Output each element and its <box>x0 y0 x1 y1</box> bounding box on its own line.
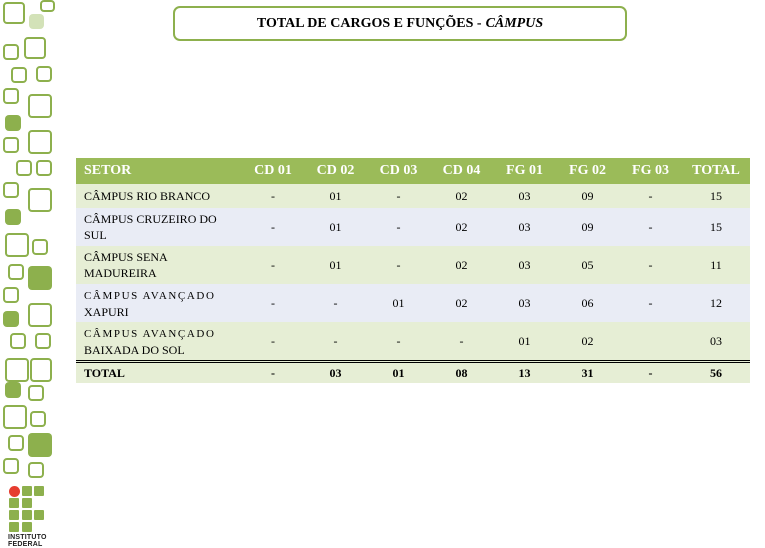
logo-square <box>9 510 19 520</box>
deco-square <box>11 67 27 83</box>
setor-line: CÂMPUS SENA <box>84 250 168 264</box>
deco-square <box>10 333 26 349</box>
cell: - <box>619 184 682 208</box>
logo-square <box>22 486 32 496</box>
page-title <box>173 6 627 41</box>
deco-square <box>29 14 44 29</box>
table-total-row <box>76 362 750 384</box>
cell: - <box>242 246 304 284</box>
deco-square <box>3 137 19 153</box>
table-row <box>76 284 750 322</box>
deco-square <box>30 411 46 427</box>
deco-square <box>5 209 21 225</box>
cell: - <box>367 322 430 362</box>
cell: 03 <box>493 184 556 208</box>
row-setor <box>76 322 242 362</box>
column-header-total: TOTAL <box>682 158 750 184</box>
cell: - <box>242 208 304 246</box>
cell: - <box>242 322 304 362</box>
cell: 02 <box>430 246 493 284</box>
deco-square <box>3 405 27 429</box>
total-cell: 01 <box>367 362 430 384</box>
deco-square <box>32 239 48 255</box>
cell: - <box>619 284 682 322</box>
deco-square <box>24 37 46 59</box>
logo-text-line2: FEDERAL <box>8 541 43 548</box>
deco-square <box>28 130 52 154</box>
cell: 09 <box>556 184 619 208</box>
deco-square <box>3 182 19 198</box>
table-row <box>76 322 750 362</box>
table-header-row <box>76 158 750 184</box>
cell: 01 <box>304 184 367 208</box>
deco-square <box>3 287 19 303</box>
title-italic: CÂMPUS <box>485 15 544 31</box>
cell: - <box>619 208 682 246</box>
setor-line: XAPURI <box>84 304 129 319</box>
logo-square <box>9 522 19 532</box>
cell: 03 <box>493 246 556 284</box>
total-cell: - <box>619 362 682 384</box>
logo-square <box>22 522 32 532</box>
deco-square <box>40 0 55 12</box>
deco-square <box>36 66 52 82</box>
cell: 05 <box>556 246 619 284</box>
total-label: TOTAL <box>76 362 242 384</box>
deco-square <box>28 94 52 118</box>
row-setor <box>76 208 242 246</box>
cell: - <box>619 246 682 284</box>
cell: 03 <box>493 284 556 322</box>
deco-square <box>28 433 52 457</box>
cell: 01 <box>304 246 367 284</box>
cell: 03 <box>493 208 556 246</box>
column-header-setor: SETOR <box>76 158 242 184</box>
total-cell: 08 <box>430 362 493 384</box>
row-setor <box>76 184 242 208</box>
total-cell: - <box>242 362 304 384</box>
column-header-cd03: CD 03 <box>367 158 430 184</box>
deco-square <box>5 382 21 398</box>
deco-square <box>35 333 51 349</box>
logo-square <box>9 498 19 508</box>
cell: 15 <box>682 184 750 208</box>
cell: 12 <box>682 284 750 322</box>
deco-square <box>28 188 52 212</box>
setor-line: BAIXADA DO SOL <box>84 342 185 357</box>
setor-line: SUL <box>84 228 107 242</box>
total-cell: 56 <box>682 362 750 384</box>
cell: 01 <box>493 322 556 362</box>
deco-square <box>3 44 19 60</box>
setor-line: CÂMPUS AVANÇADO <box>84 289 216 302</box>
setor-line: CÂMPUS CRUZEIRO DO <box>84 212 217 226</box>
cell: 03 <box>682 322 750 362</box>
decorative-squares <box>0 0 60 485</box>
title-main: TOTAL DE CARGOS E FUNÇÕES - <box>256 15 482 31</box>
logo-square <box>34 486 44 496</box>
deco-square <box>3 2 25 24</box>
logo-square <box>34 510 44 520</box>
setor-line: MADUREIRA <box>84 266 157 280</box>
deco-square <box>5 358 29 382</box>
cell: 06 <box>556 284 619 322</box>
deco-square <box>8 264 24 280</box>
cell <box>619 322 682 362</box>
total-cell: 13 <box>493 362 556 384</box>
cell: - <box>367 184 430 208</box>
table-row <box>76 184 750 208</box>
cell: 09 <box>556 208 619 246</box>
column-header-fg03: FG 03 <box>619 158 682 184</box>
row-setor <box>76 284 242 322</box>
cell: 02 <box>430 208 493 246</box>
deco-square <box>5 233 29 257</box>
logo-square <box>22 498 32 508</box>
cell: 01 <box>304 208 367 246</box>
deco-square <box>3 458 19 474</box>
deco-square <box>16 160 32 176</box>
logo-text <box>8 534 47 548</box>
logo-red-dot <box>9 486 20 497</box>
deco-square <box>8 435 24 451</box>
cell: 11 <box>682 246 750 284</box>
row-setor <box>76 246 242 284</box>
deco-square <box>3 311 19 327</box>
column-header-fg01: FG 01 <box>493 158 556 184</box>
deco-square <box>28 462 44 478</box>
column-header-fg02: FG 02 <box>556 158 619 184</box>
setor-line: CÂMPUS RIO BRANCO <box>84 189 211 203</box>
total-cell: 31 <box>556 362 619 384</box>
table-row <box>76 246 750 284</box>
cell: 15 <box>682 208 750 246</box>
cell: 02 <box>430 184 493 208</box>
cell: - <box>367 246 430 284</box>
cell: - <box>367 208 430 246</box>
deco-square <box>30 358 52 382</box>
cell: 01 <box>367 284 430 322</box>
deco-square <box>3 88 19 104</box>
column-header-cd01: CD 01 <box>242 158 304 184</box>
positions-table <box>76 158 750 383</box>
deco-square <box>36 160 52 176</box>
deco-square <box>28 385 44 401</box>
cell: 02 <box>556 322 619 362</box>
cell: - <box>242 284 304 322</box>
logo-square <box>22 510 32 520</box>
cell: - <box>242 184 304 208</box>
cell: - <box>430 322 493 362</box>
deco-square <box>28 303 52 327</box>
cell: - <box>304 322 367 362</box>
column-header-cd04: CD 04 <box>430 158 493 184</box>
institute-logo <box>8 485 48 548</box>
cell: - <box>304 284 367 322</box>
total-cell: 03 <box>304 362 367 384</box>
setor-line: CÂMPUS AVANÇADO <box>84 327 216 340</box>
column-header-cd02: CD 02 <box>304 158 367 184</box>
cell: 02 <box>430 284 493 322</box>
table-row <box>76 208 750 246</box>
logo-text-line1: INSTITUTO <box>8 534 47 541</box>
deco-square <box>28 266 52 290</box>
deco-square <box>5 115 21 131</box>
